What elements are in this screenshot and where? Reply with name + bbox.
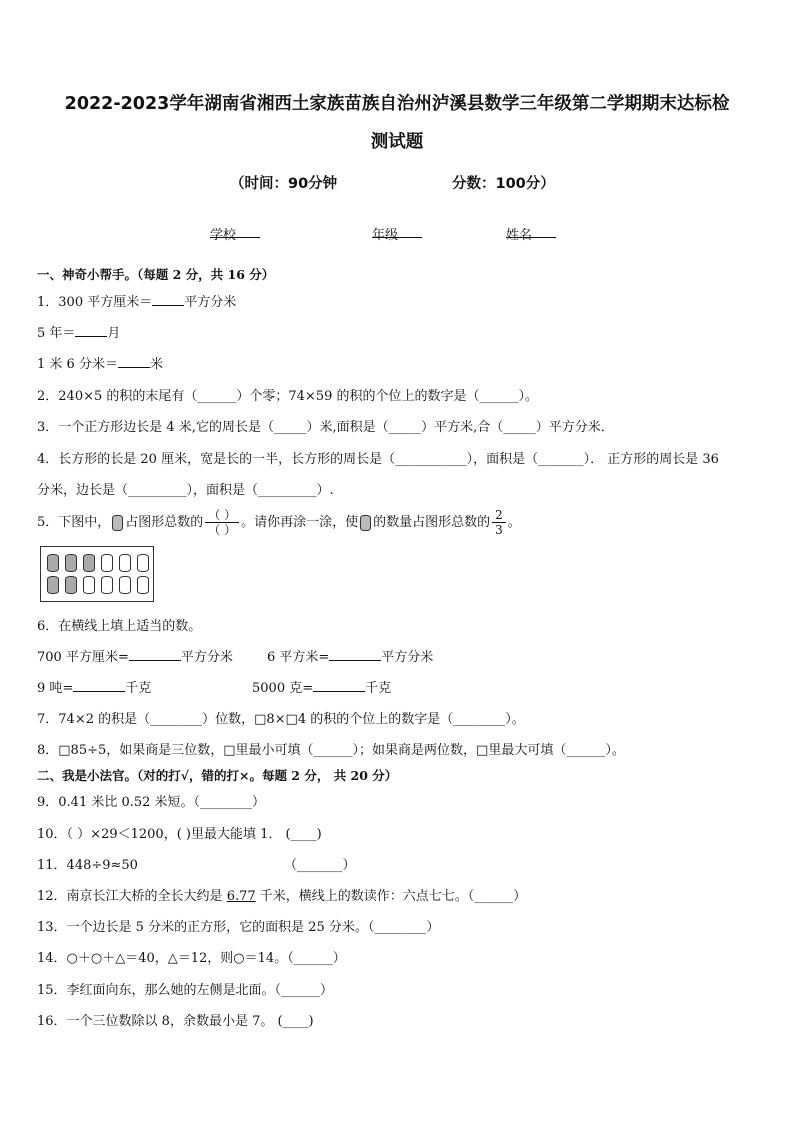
cylinder-empty[interactable] xyxy=(137,576,149,594)
q6-row2 xyxy=(37,677,151,696)
q1b xyxy=(37,322,120,341)
q14: 14．○＋○＋△＝40，△＝12，则○＝14。（______） xyxy=(37,951,346,966)
q6d-blank[interactable] xyxy=(313,678,365,692)
q1a-text: 1．300 平方厘米＝ xyxy=(37,295,153,310)
q1a-blank[interactable] xyxy=(152,292,184,306)
q6c-unit: 千克 xyxy=(125,681,152,696)
exam-score: 分数：100分） xyxy=(452,176,555,192)
section1-heading: 一、神奇小帮手。（每题 2 分，共 16 分） xyxy=(37,267,275,282)
q15: 15．李红面向东，那么她的左侧是北面。（______） xyxy=(37,983,334,998)
name-blank[interactable] xyxy=(506,224,556,238)
cylinder-empty[interactable] xyxy=(101,554,113,572)
q5-text-mid2: 。请你再涂一涂，使 xyxy=(241,515,359,530)
cylinder-empty[interactable] xyxy=(119,576,131,594)
q5-fraction xyxy=(492,508,506,537)
cylinder-figure xyxy=(40,546,154,602)
q6a-blank[interactable] xyxy=(129,647,181,661)
grade-label: 年级 xyxy=(372,228,399,243)
q1b-unit: 月 xyxy=(107,326,121,341)
frac-num: 2 xyxy=(492,508,506,523)
q12-text: 12．南京长江大桥的全长大约是 xyxy=(37,889,227,904)
frac-den: 3 xyxy=(495,523,503,537)
q4-line1: 4．长方形的长是 20 厘米，宽是长的一半，长方形的周长是（___________），面积是（_______）． 正方形的周长是 36 xyxy=(37,452,719,467)
cylinder-empty[interactable] xyxy=(101,576,113,594)
q6-row1b xyxy=(267,646,433,665)
cylinder-empty[interactable] xyxy=(119,554,131,572)
q8: 8．□85÷5，如果商是三位数，□里最小可填（______）；如果商是两位数，□里最大可填（______）。 xyxy=(37,743,625,758)
q1a xyxy=(37,291,236,310)
q6b-unit: 平方分米 xyxy=(381,650,434,665)
q12-number: 6.77 xyxy=(226,889,256,904)
q1b-blank[interactable] xyxy=(75,323,107,337)
q6a-unit: 平方分米 xyxy=(180,650,233,665)
q5-text-mid3: 的数量占图形总数的 xyxy=(373,515,491,530)
q6b-blank[interactable] xyxy=(329,647,381,661)
q5-fraction-blank[interactable] xyxy=(205,508,239,537)
q4-line2: 分米，边长是（_________），面积是（_________）. xyxy=(37,483,334,498)
q6: 6．在横线上填上适当的数。 xyxy=(37,619,202,634)
q12-text-end: 千米，横线上的数读作：六点七七。（______） xyxy=(255,889,527,904)
q5-end: 。 xyxy=(507,515,521,530)
cylinder-shaded xyxy=(83,554,95,572)
q1c-blank[interactable] xyxy=(118,354,150,368)
cylinder-shaded xyxy=(47,576,59,594)
q16: 16．一个三位数除以 8，余数最小是 7。 (____) xyxy=(37,1014,314,1029)
q6-row1 xyxy=(37,646,233,665)
cylinder-shaded xyxy=(65,576,77,594)
q1a-unit: 平方分米 xyxy=(184,295,237,310)
q7: 7．74×2 的积是（________）位数，□8×□4 的积的个位上的数字是（________）。 xyxy=(37,712,525,727)
q10: 10．（ ）×29＜1200，( )里最大能填 1． (____) xyxy=(37,827,322,842)
q1c-unit: 米 xyxy=(149,357,163,372)
q1c xyxy=(37,353,163,372)
q11-blank[interactable]: （_______） xyxy=(284,858,356,873)
q6b-text: 6 平方米= xyxy=(267,650,330,665)
exam-title-line1: 2022-2023学年湖南省湘西土家族苗族自治州泸溪县数学三年级第二学期期末达标检 xyxy=(64,94,730,114)
exam-title-line2: 测试题 xyxy=(370,132,424,152)
cylinder-empty[interactable] xyxy=(137,554,149,572)
cylinder-icon xyxy=(112,515,123,531)
cylinder-icon xyxy=(360,515,371,531)
grade-blank[interactable] xyxy=(372,224,422,238)
q6d-text: 5000 克= xyxy=(252,681,314,696)
q11: 11．448÷9≈50 xyxy=(37,858,138,873)
q13: 13．一个边长是 5 分米的正方形，它的面积是 25 分米。（________） xyxy=(37,920,440,935)
q6c-blank[interactable] xyxy=(73,678,125,692)
q6a-text: 700 平方厘米= xyxy=(37,650,129,665)
q3: 3．一个正方形边长是 4 米,它的周长是（_____）米,面积是（_____）平方米,合（_____）平方分米． xyxy=(37,420,614,435)
school-label: 学校 xyxy=(210,228,237,243)
cylinder-empty[interactable] xyxy=(83,576,95,594)
school-blank[interactable] xyxy=(210,224,260,238)
q5 xyxy=(37,508,521,537)
q9: 9．0.41 米比 0.52 米短。（________） xyxy=(37,795,266,810)
frac-num: （ ） xyxy=(205,508,239,523)
q1c-text: 1 米 6 分米＝ xyxy=(37,357,118,372)
frac-den: （ ） xyxy=(208,523,237,537)
q6-row2b xyxy=(252,677,391,696)
q6c-text: 9 吨= xyxy=(37,681,74,696)
name-label: 姓名 xyxy=(506,228,533,243)
q1b-text: 5 年＝ xyxy=(37,326,76,341)
q5-text: 5．下图中， xyxy=(37,515,111,530)
q6d-unit: 千克 xyxy=(365,681,392,696)
q2: 2．240×5 的积的末尾有（______）个零；74×59 的积的个位上的数字是（______）。 xyxy=(37,389,538,404)
exam-time: （时间：90分钟 xyxy=(230,176,338,192)
q12 xyxy=(37,885,526,904)
cylinder-shaded xyxy=(65,554,77,572)
q5-text-mid: 占图形总数的 xyxy=(125,515,204,530)
cylinder-shaded xyxy=(47,554,59,572)
section2-heading: 二、我是小法官。（对的打√，错的打×。每题 2 分， 共 20 分） xyxy=(37,768,398,783)
